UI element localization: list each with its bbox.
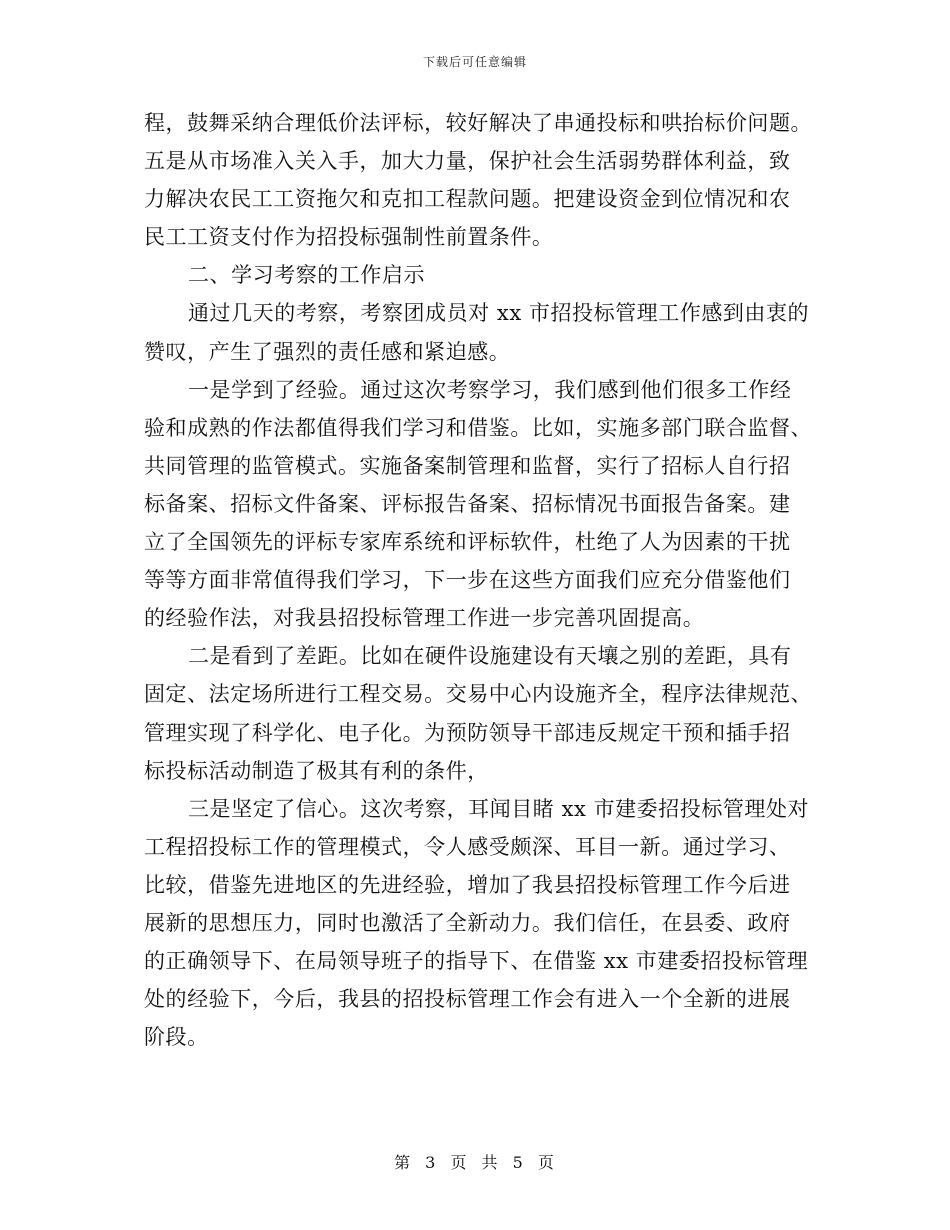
body-line: 验和成熟的作法都值得我们学习和借鉴。比如，实施多部门联合监督、 xyxy=(144,415,813,440)
body-line: 等等方面非常值得我们学习，下一步在这些方面我们应充分借鉴他们 xyxy=(144,568,791,593)
body-line: 力解决农民工工资拖欠和克扣工程款问题。把建设资金到位情况和农 xyxy=(144,187,791,212)
body-line: 共同管理的监管模式。实施备案制管理和监督，实行了招标人自行招 xyxy=(144,453,791,478)
body-line: 的经验作法，对我县招投标管理工作进一步完善巩固提高。 xyxy=(144,606,705,631)
body-line: 二是看到了差距。比如在硬件设施建设有天壤之别的差距，具有 xyxy=(188,644,792,669)
body-line: 比较，借鉴先进地区的先进经验，增加了我县招投标管理工作今后进 xyxy=(144,872,791,897)
section-heading: 二、学习考察的工作启示 xyxy=(188,263,426,288)
body-line: 固定、法定场所进行工程交易。交易中心内设施齐全，程序法律规范、 xyxy=(144,682,813,707)
body-line: 五是从市场准入关入手，加大力量，保护社会生活弱势群体利益，致 xyxy=(144,149,791,174)
body-line: 工程招投标工作的管理模式，令人感受颇深、耳目一新。通过学习、 xyxy=(144,834,791,859)
body-line: 展新的思想压力，同时也激活了全新动力。我们信任，在县委、政府 xyxy=(144,910,791,935)
body-line: 民工工资支付作为招投标强制性前置条件。 xyxy=(144,225,554,250)
body-line: 阶段。 xyxy=(144,1025,209,1050)
body-line: 立了全国领先的评标专家库系统和评标软件，杜绝了人为因素的干扰 xyxy=(144,530,791,555)
body-line: 三是坚定了信心。这次考察，耳闻目睹 xx 市建委招投标管理处对 xyxy=(188,796,810,821)
body-line: 通过几天的考察，考察团成员对 xx 市招投标管理工作感到由衷的 xyxy=(188,301,810,326)
page-header-note: 下载后可任意编辑 xyxy=(422,55,527,69)
document-body xyxy=(144,104,813,1056)
body-line: 的正确领导下、在局领导班子的指导下、在借鉴 xx 市建委招投标管理 xyxy=(144,949,809,974)
body-line: 标投标活动制造了极其有利的条件， xyxy=(144,758,489,783)
body-line: 标备案、招标文件备案、评标报告备案、招标情况书面报告备案。建 xyxy=(144,491,791,516)
body-line: 一是学到了经验。通过这次考察学习，我们感到他们很多工作经 xyxy=(188,377,792,402)
body-line: 处的经验下，今后，我县的招投标管理工作会有进入一个全新的进展 xyxy=(144,987,791,1012)
body-line: 赞叹，产生了强烈的责任感和紧迫感。 xyxy=(144,339,511,364)
body-line: 程，鼓舞采纳合理低价法评标，较好解决了串通投标和哄抬标价问题。 xyxy=(144,111,813,135)
body-line: 管理实现了科学化、电子化。为预防领导干部违反规定干预和插手招 xyxy=(144,720,791,745)
page-number: 第 3 页 共 5 页 xyxy=(394,1153,556,1172)
